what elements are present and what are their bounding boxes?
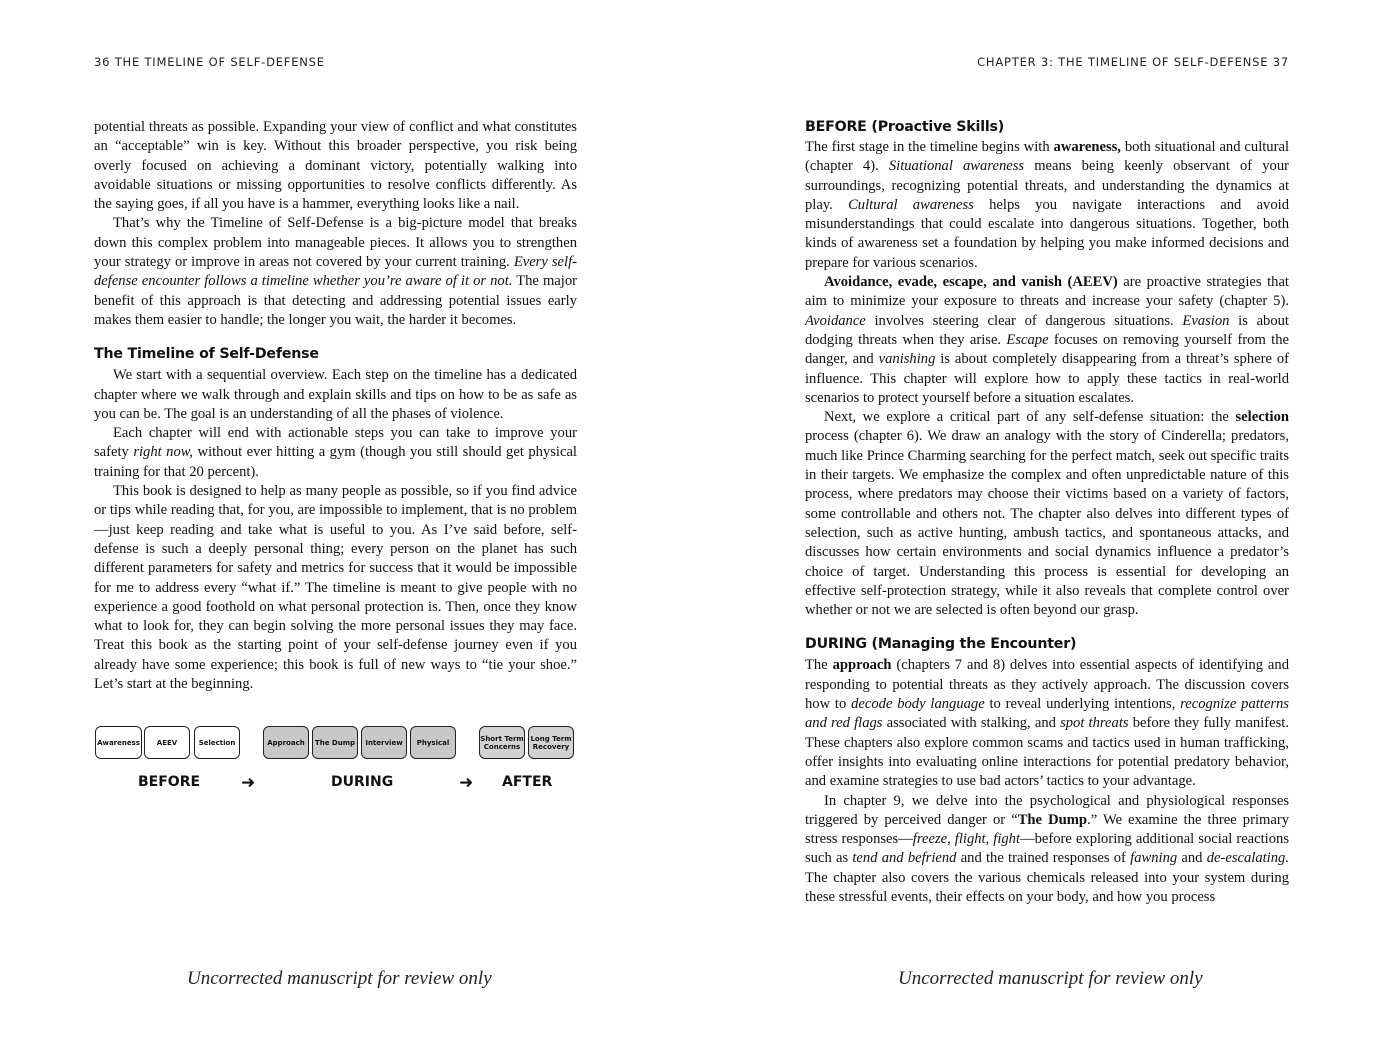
left-text-column (94, 118, 577, 694)
text-run: (chapters 7 and 8) delves into essential aspects of identifying and responding to potential threats as they actively approach. The discussion covers how to (805, 657, 1289, 713)
left-paragraph-5: This book is designed to help as many people as possible, so if you find advice or tips while reading that, for you, are impossible to implement, that is no problem—just keep reading and take what is useful to you. As I’ve said before, self-defense is such a deeply personal thing; every person on the planet has such different parameters for safety and metrics for success that it would be impossible for me to address every “what if.” The timeline is meant to give people with no experience a good foothold on what personal protection is. Then, once they know what to look for, they can begin solving the more personal issues they may face. Treat this book as the starting point of your self-defense journey even if you already have some experience; this book is full of new ways to “tie your shoe.” Let’s start at the beginning. (94, 483, 577, 693)
right-page (692, 0, 1385, 1039)
left-page (0, 0, 692, 1039)
right-paragraph-approach (805, 656, 1289, 791)
emphasis-text: vanishing (878, 351, 936, 368)
emphasis-text: Escape (1006, 331, 1049, 348)
text-run: is about completely disappearing from a threat’s sphere of influence. This chapter will explore how to apply these tactics in real-world scenarios to protect yourself before a situation escalates. (805, 351, 1289, 406)
left-footer-note: Uncorrected manuscript for review only (187, 968, 492, 989)
left-paragraph-2 (94, 214, 577, 330)
text-run: The chapter also covers the various chemicals released into your system during these stressful events, their effects on your body, and how you process (805, 869, 1289, 905)
text-run: —before exploring additional social reactions such as (805, 831, 1290, 867)
text-run: means being keenly observant of your surroundings, recognizing potential threats, and understanding the dynamics at play. (805, 158, 1290, 213)
text-run: The major benefit of this approach is that detecting and addressing potential issues early makes them easier to handle; the longer you wait, the harder it becomes. (94, 273, 577, 328)
text-run: Next, we explore a critical part of any self-defense situation: the (824, 409, 1236, 426)
text-run: That’s why the Timeline of Self-Defense is a big-picture model that breaks down this complex problem into manageable pieces. It allows you to strengthen your strategy or improve in areas not covered by your current training. (94, 215, 577, 271)
bold-term: selection (1235, 409, 1289, 426)
right-paragraph-awareness (805, 138, 1289, 273)
timeline-box-short-term: Short Term Concerns (479, 726, 525, 759)
timeline-box-physical: Physical (410, 726, 456, 759)
emphasis-text: spot threats (1060, 715, 1129, 732)
right-paragraph-selection (805, 408, 1289, 620)
left-paragraph-3: We start with a sequential overview. Each step on the timeline has a dedicated chapter where we walk through and explain skills and tips on how to be as safe as you can be. The goal is an understanding of all the phases of violence. (94, 367, 577, 422)
timeline-box-awareness: Awareness (95, 726, 142, 759)
bold-term: The Dump (1017, 811, 1088, 828)
emphasis-text: Situational awareness (888, 158, 1025, 175)
timeline-box-approach: Approach (263, 726, 309, 759)
right-footer-note: Uncorrected manuscript for review only (898, 968, 1203, 989)
right-running-head: CHAPTER 3: THE TIMELINE OF SELF-DEFENSE 37 (977, 55, 1289, 69)
right-arrow-icon: ➜ (459, 773, 474, 793)
emphasis-text: Avoidance (805, 312, 866, 329)
emphasis-text: fawning (1130, 850, 1178, 867)
timeline-box-the-dump: The Dump (312, 726, 358, 759)
timeline-box-selection: Selection (194, 726, 240, 759)
text-run: focuses on removing yourself from the danger, and (805, 331, 1289, 368)
bold-term: approach (832, 657, 892, 674)
left-running-head: 36 THE TIMELINE OF SELF-DEFENSE (94, 55, 325, 69)
timeline-box-long-term: Long Term Recovery (528, 726, 574, 759)
left-paragraph-4 (94, 424, 577, 482)
text-run: Each chapter will end with actionable steps you can take to improve your safety (94, 425, 577, 461)
text-run: is about dodging threats when they arise. (805, 312, 1289, 348)
right-paragraph-dump (805, 792, 1289, 908)
timeline-label-during: DURING (331, 774, 394, 790)
emphasis-text: decode body language (851, 696, 985, 713)
text-run: In chapter 9, we delve into the psychological and physiological responses triggered by perceived danger or “ (805, 792, 1289, 828)
section-heading-during: DURING (Managing the Encounter) (805, 636, 1077, 653)
section-heading-before: BEFORE (Proactive Skills) (805, 119, 1005, 135)
timeline-diagram (95, 726, 577, 796)
timeline-box-aeev: AEEV (144, 726, 190, 759)
right-text-column (805, 118, 1289, 907)
text-run: and (1177, 850, 1207, 867)
text-run: and the trained responses of (956, 850, 1131, 867)
emphasis-text: Cultural awareness (848, 196, 974, 213)
bold-term: awareness, (1053, 139, 1121, 155)
text-run: before they fully manifest. These chapters also explore common scams and tactics used in human trafficking, offer insights into evaluating online interactions for potential predatory behavior, and examine strategies to use bad actors’ tactics to your advantage. (805, 715, 1290, 790)
left-paragraph-1: potential threats as possible. Expanding your view of conflict and what constitutes an “acceptable” win is key. Without this broader perspective, you risk being overly focused on achieving a dominant victory, potentially walking into avoidable situations or missing opportunities to resolve conflicts differently. As the saying goes, if all you have is a hammer, everything looks like a nail. (94, 119, 577, 213)
emphasis-text: de-escalating. (1206, 850, 1289, 867)
text-run: involves steering clear of dangerous situations. (865, 312, 1183, 329)
emphasis-text: freeze, flight, fight (912, 831, 1021, 848)
text-run: The (805, 657, 833, 674)
text-run: to reveal underlying intentions, (984, 696, 1181, 713)
text-run: associated with stalking, and (882, 715, 1061, 732)
text-run: The first stage in the timeline begins with (805, 139, 1054, 155)
emphasis-text: right now, (133, 444, 194, 461)
right-arrow-icon: ➜ (241, 773, 256, 793)
text-run: helps you navigate interactions and avoid misunderstandings that could escalate into dangerous situations. Together, both kinds of awareness set a foundation by helping you make informed decisions and prepare for various scenarios. (805, 196, 1290, 271)
timeline-label-after: AFTER (502, 774, 553, 790)
text-run: process (chapter 6). We draw an analogy with the story of Cinderella; predators, much like Prince Charming searching for the perfect match, seek out specific traits in their targets. We emphasize the complex and often unpredictable nature of this process, where predators may choose their victims based on a variety of factors, some controllable and others not. The chapter also delves into different types of selection, such as active hunting, ambush tactics, and spontaneous attacks, and discusses how certain environments and social dynamics influence a predator’s choice of target. Understanding this process is essential for developing an effective self-protection strategy, while it also reveals that complete control over whether or not we are selected is often beyond our grasp. (805, 428, 1289, 619)
timeline-box-interview: Interview (361, 726, 407, 759)
emphasis-text: Every self-defense encounter follows a timeline whether you’re aware of it or not. (94, 254, 577, 290)
text-run: without ever hitting a gym (though you still should get physical training for that 20 percent). (94, 444, 577, 480)
text-run: both situational and cultural (chapter 4). (805, 139, 1290, 175)
timeline-label-before: BEFORE (138, 774, 201, 790)
text-run: are proactive strategies that aim to minimize your exposure to threats and increase your safety (chapter 5). (805, 274, 1289, 310)
emphasis-text: tend and befriend (852, 850, 957, 867)
section-heading-timeline: The Timeline of Self-Defense (94, 346, 319, 363)
right-paragraph-aeev (805, 273, 1289, 408)
bold-term: Avoidance, evade, escape, and vanish (AEEV) (824, 274, 1118, 291)
emphasis-text: Evasion (1182, 312, 1230, 329)
text-run: .” We examine the three primary stress responses— (805, 811, 1289, 848)
emphasis-text: recognize patterns and red flags (805, 696, 1289, 732)
